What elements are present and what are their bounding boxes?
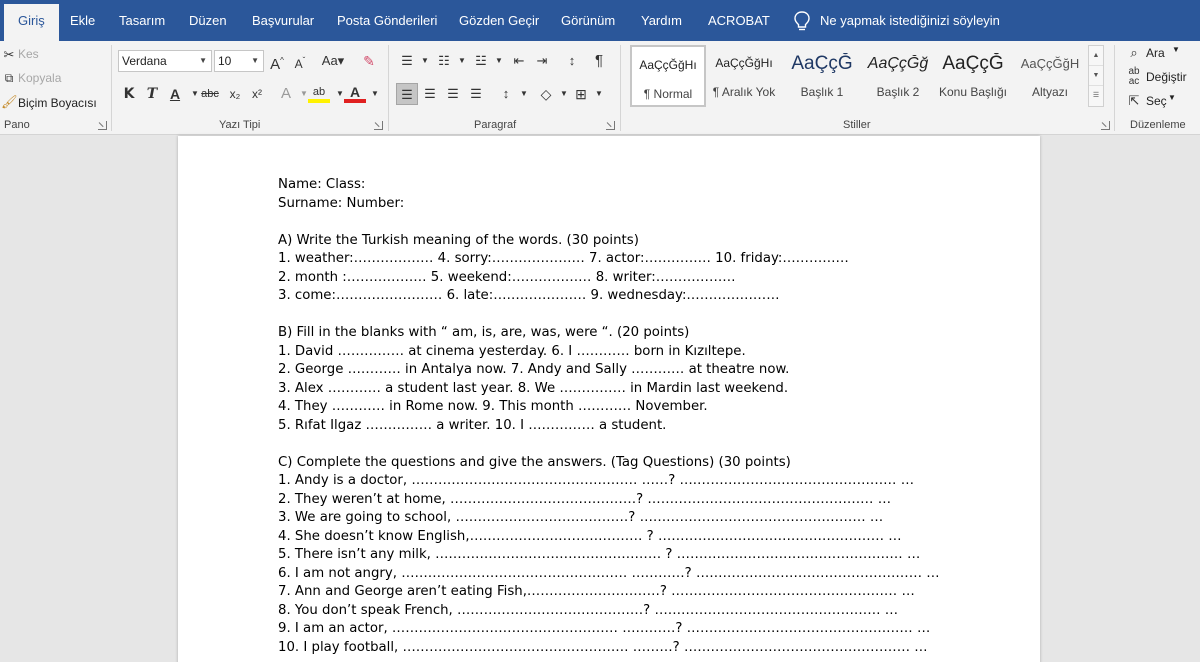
chevron-up-icon[interactable]: ▲ — [1089, 46, 1103, 66]
document-line: 8. You don’t speak French, ……………………………………? …………………………………………… … — [278, 602, 899, 618]
sort-icon[interactable]: ↕ — [568, 53, 576, 68]
document-line: 4. They ………… in Rome now. 9. This month ………… November. — [278, 399, 708, 414]
document-line: 9. I am an actor, …………………………………………… …………? …………………………………………… … — [278, 621, 931, 636]
chevron-down-icon[interactable]: ▼ — [191, 89, 199, 98]
shading-icon[interactable]: ◇ — [540, 86, 552, 102]
divider — [1114, 45, 1115, 131]
multilevel-list-icon[interactable]: ☳ — [475, 53, 487, 68]
cursor-icon: ⇱ — [1128, 93, 1140, 108]
styles-gallery-scroll[interactable] — [1088, 45, 1104, 107]
document-line: Name: Class: — [278, 177, 366, 192]
tab-ekle[interactable]: Ekle — [70, 13, 96, 28]
style-name: Konu Başlığı — [938, 85, 1008, 99]
tab-gozden-gecir[interactable]: Gözden Geçir — [459, 13, 540, 28]
decrease-indent-icon[interactable]: ⇤ — [513, 53, 525, 68]
document-page[interactable] — [178, 136, 1040, 662]
chevron-down-icon[interactable]: ▼ — [336, 89, 344, 98]
chevron-down-icon[interactable]: ▼ — [595, 89, 603, 98]
scissors-icon: ✂ — [3, 47, 15, 62]
style-heading-1[interactable] — [784, 45, 860, 107]
style-heading-2[interactable] — [860, 45, 936, 107]
chevron-down-icon[interactable]: ▼ — [1089, 66, 1103, 86]
shrink-font-button[interactable]: $A^ˇ$ — [294, 56, 306, 71]
style-name: Başlık 2 — [876, 85, 920, 99]
document-line: 5. There isn’t any milk, …………………………………………… ? …………………………………………… … — [278, 547, 921, 562]
document-line: 1. David …………… at cinema yesterday. 6. I ………… born in Kızıltepe. — [278, 343, 746, 359]
document-line: 3. come:…………………… 6. late:………………… 9. wednesday:………………… — [278, 288, 780, 303]
paragraph-launcher-icon[interactable] — [606, 121, 615, 130]
font-color-button[interactable]: A — [344, 81, 366, 103]
tab-posta-gonderileri[interactable]: Posta Gönderileri — [337, 13, 438, 28]
paragraph-group-label: Paragraf — [474, 119, 517, 131]
copy-icon: ⧉ — [4, 71, 14, 85]
chevron-down-icon: ▼ — [251, 56, 259, 65]
document-body[interactable] — [278, 176, 940, 657]
tab-duzen[interactable]: Düzen — [189, 13, 227, 28]
strikethrough-button[interactable]: abc — [201, 88, 219, 100]
divider — [388, 45, 389, 131]
document-line: 4. She doesn’t know English,………………………………… ? …………………………………………… … — [278, 528, 902, 544]
clipboard-group-label: Pano — [4, 119, 30, 131]
gallery-more-icon[interactable]: ☰ — [1092, 92, 1100, 99]
lightbulb-icon — [792, 10, 812, 32]
align-left-icon[interactable]: ☰ — [396, 83, 418, 105]
style-preview: AaÇçĞğH — [1020, 56, 1080, 71]
tab-tasarim[interactable]: Tasarım — [119, 13, 166, 28]
document-line — [278, 435, 940, 454]
chevron-down-icon[interactable]: ▼ — [1168, 93, 1176, 102]
style-no-spacing[interactable] — [706, 45, 782, 107]
document-line: 3. Alex ………… a student last year. 8. We …………… in Mardin last weekend. — [278, 380, 789, 396]
justify-icon[interactable]: ☰ — [470, 86, 482, 101]
tab-giris[interactable]: Giriş — [4, 4, 59, 41]
style-normal[interactable] — [630, 45, 706, 107]
font-name-value: Verdana — [122, 54, 167, 68]
text-effects-button[interactable]: A — [280, 85, 291, 102]
style-subtitle[interactable] — [1012, 45, 1088, 107]
divider — [111, 45, 112, 131]
underline-button[interactable]: A — [169, 86, 181, 102]
document-line: 5. Rıfat Ilgaz …………… a writer. 10. I …………… a student. — [278, 417, 667, 433]
highlight-button[interactable]: ab — [308, 81, 330, 103]
font-launcher-icon[interactable] — [374, 121, 383, 130]
style-preview: AaÇçĞğHı — [715, 56, 773, 70]
align-center-icon[interactable]: ☰ — [424, 86, 436, 101]
bold-button[interactable]: K — [123, 86, 135, 102]
document-line — [278, 213, 940, 232]
document-line: 3. We are going to school, …………………………………? …………………………………………… … — [278, 510, 884, 525]
pilcrow-icon[interactable]: ¶ — [594, 52, 604, 69]
document-line: A) Write the Turkish meaning of the words. (30 points) — [278, 232, 639, 248]
find-button[interactable]: Ara — [1146, 46, 1165, 60]
document-line: Surname: Number: — [278, 195, 405, 211]
style-title[interactable] — [935, 45, 1011, 107]
style-preview: AaÇçĞğHı — [639, 58, 697, 72]
chevron-down-icon[interactable]: ▼ — [421, 56, 429, 65]
numbering-icon[interactable]: ☷ — [438, 53, 450, 68]
bullets-icon[interactable]: ☰ — [401, 53, 413, 68]
replace-icon: ab ac — [1128, 66, 1140, 87]
document-line: B) Fill in the blanks with “ am, is, are, was, were “. (20 points) — [278, 325, 690, 340]
tell-me-search[interactable]: Ne yapmak istediğinizi söyleyin — [820, 13, 1000, 28]
style-name: ¶ Aralık Yok — [712, 85, 776, 99]
style-name: Altyazı — [1031, 85, 1068, 99]
chevron-down-icon[interactable]: ▼ — [560, 89, 568, 98]
style-name: ¶ Normal — [643, 87, 693, 101]
editing-group-label: Düzenleme — [1130, 119, 1186, 131]
subscript-button[interactable]: x₂ — [229, 87, 241, 101]
divider — [620, 45, 621, 131]
format-painter-icon: 🖌 — [1, 94, 18, 109]
chevron-down-icon[interactable]: ▼ — [371, 89, 379, 98]
ribbon-tab-bar — [0, 0, 1200, 41]
styles-gallery — [628, 45, 1104, 107]
document-line: C) Complete the questions and give the answers. (Tag Questions) (30 points) — [278, 454, 791, 470]
chevron-down-icon[interactable]: ▼ — [520, 89, 528, 98]
style-preview: AaÇçĞ — [942, 53, 1004, 74]
document-line: 10. I play football, …………………………………………… ………? …………………………………………… … — [278, 639, 928, 655]
tab-yardim[interactable]: Yardım — [641, 13, 682, 28]
copy-button[interactable]: Kopyala — [18, 71, 62, 85]
clipboard-launcher-icon[interactable] — [98, 121, 107, 130]
chevron-down-icon[interactable]: ▼ — [458, 56, 466, 65]
chevron-down-icon: ▼ — [199, 56, 207, 65]
search-icon: ⌕ — [1130, 45, 1138, 60]
grow-font-button[interactable]: A^ — [270, 56, 284, 73]
format-painter-button[interactable]: Biçim Boyacısı — [18, 96, 97, 110]
increase-indent-icon[interactable]: ⇥ — [536, 53, 548, 68]
document-line: 1. weather:……………… 4. sorry:………………… 7. actor:…………… 10. friday:…………… — [278, 251, 849, 266]
document-line: 2. George ………… in Antalya now. 7. Andy and Sally ………… at theatre now. — [278, 362, 790, 377]
tab-acrobat[interactable]: ACROBAT — [708, 13, 770, 28]
font-size-value: 10 — [218, 54, 232, 68]
replace-button[interactable]: Değiştir — [1146, 70, 1187, 84]
borders-icon[interactable]: ⊞ — [575, 86, 587, 102]
styles-launcher-icon[interactable] — [1101, 121, 1110, 130]
cut-button[interactable]: Kes — [18, 47, 39, 61]
chevron-down-icon[interactable]: ▼ — [495, 56, 503, 65]
tab-basvurular[interactable]: Başvurular — [252, 13, 315, 28]
style-preview: AaÇçĞ — [791, 53, 853, 74]
document-line: 2. month :……………… 5. weekend:……………… 8. writer:……………… — [278, 269, 736, 285]
document-line: 2. They weren’t at home, ……………………………………? …………………………………………… … — [278, 491, 891, 507]
ribbon — [0, 41, 1200, 135]
document-line: 1. Andy is a doctor, …………………………………………… ……? ….……………………………………… … — [278, 473, 915, 488]
line-spacing-icon[interactable]: ↕ — [502, 86, 510, 101]
superscript-button[interactable]: x² — [252, 87, 262, 101]
document-line — [278, 306, 940, 325]
style-preview: AaÇçĞğ — [867, 55, 929, 72]
change-case-button[interactable]: Aa▾ — [321, 53, 345, 68]
style-name: Başlık 1 — [800, 85, 844, 99]
chevron-down-icon[interactable]: ▼ — [300, 89, 308, 98]
italic-button[interactable]: T — [146, 86, 158, 102]
document-line: 7. Ann and George aren’t eating Fish,…………………………? …………………………………………… … — [278, 584, 915, 599]
chevron-down-icon[interactable]: ▼ — [1172, 45, 1180, 54]
clear-formatting-icon[interactable]: ✎ — [363, 53, 375, 69]
tab-gorunum[interactable]: Görünüm — [561, 13, 616, 28]
font-group-label: Yazı Tipi — [219, 119, 261, 131]
styles-group-label: Stiller — [843, 119, 871, 131]
font-name-combo[interactable] — [118, 50, 212, 72]
document-line: 6. I am not angry, …………………………………………… …………? …………………………………………… … — [278, 565, 940, 581]
font-size-combo[interactable] — [214, 50, 264, 72]
align-right-icon[interactable]: ☰ — [447, 86, 459, 101]
select-button[interactable]: Seç — [1146, 94, 1167, 108]
